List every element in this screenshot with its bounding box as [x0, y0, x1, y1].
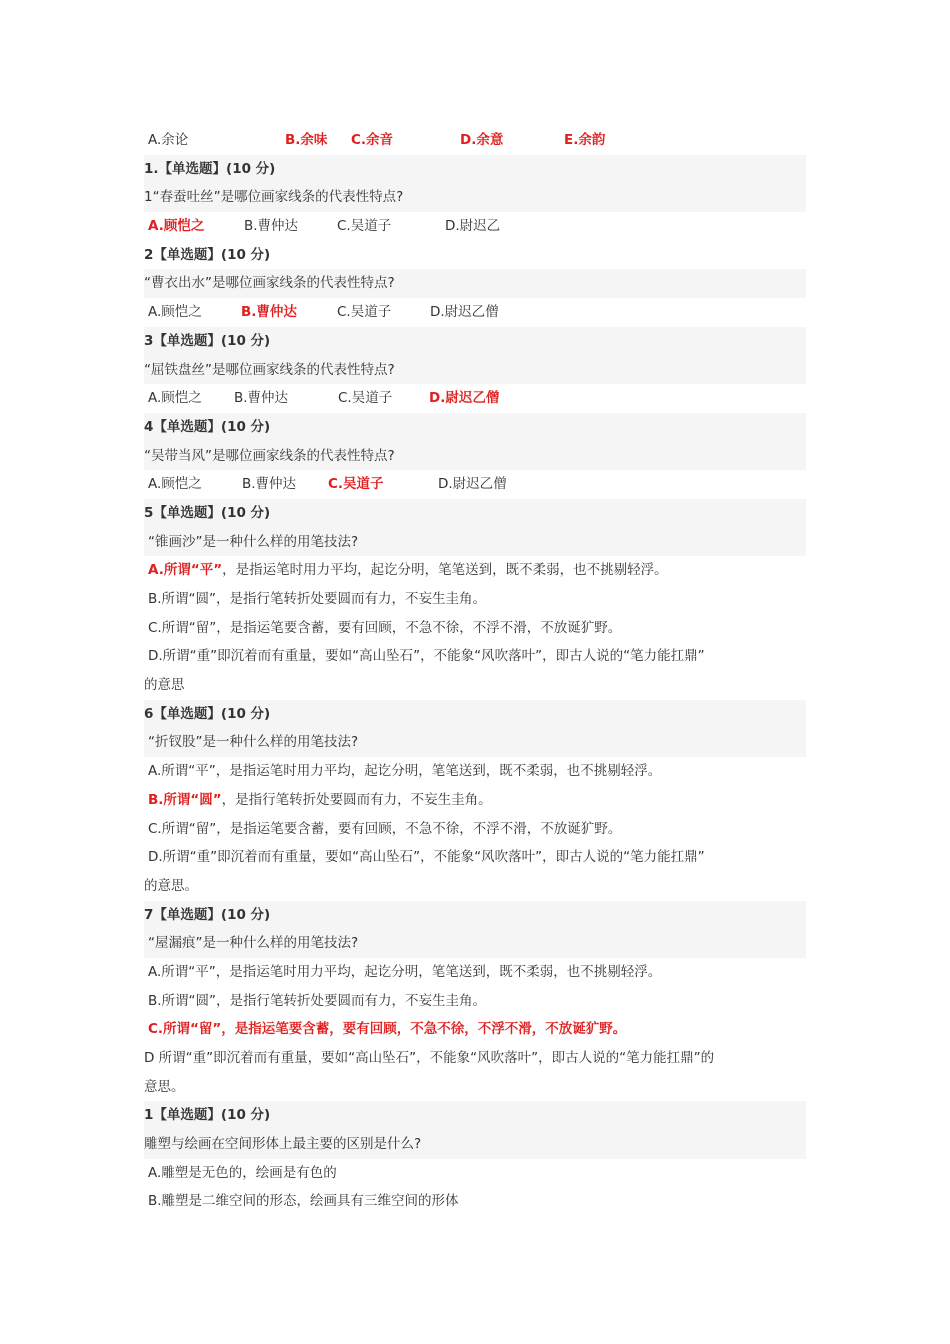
question-heading: 6【单选题】(10 分): [144, 700, 806, 729]
option-row: [144, 126, 806, 155]
question-stem: 1“春蚕吐丝”是哪位画家线条的代表性特点?: [144, 183, 806, 212]
option-c-correct: C.吴道子: [328, 476, 384, 493]
option-b: B.曹仲达: [234, 390, 289, 407]
option-d-continued: 的意思: [144, 677, 185, 694]
option-b-text: ，是指行笔转折处要圆而有力，不妄生圭角。: [221, 791, 492, 808]
question-stem: “屋漏痕”是一种什么样的用笔技法?: [144, 929, 806, 958]
option-c: C.吴道子: [338, 390, 393, 407]
option-a-text: ，是指运笔时用力平均，起讫分明，笔笔送到，既不柔弱，也不挑剔轻浮。: [222, 562, 668, 579]
option-a-correct: [144, 556, 806, 585]
option-a: A.顾恺之: [148, 476, 202, 493]
option-b-correct: B.曹仲达: [241, 304, 297, 321]
option-a: A.所谓“平”，是指运笔时用力平均，起讫分明，笔笔送到，既不柔弱，也不挑剔轻浮。: [148, 763, 662, 780]
option-c-correct: C.余音: [351, 132, 394, 148]
quiz-content: [144, 126, 806, 1216]
option-a-correct: A.顾恺之: [148, 218, 205, 235]
option-e-correct: E.余韵: [564, 132, 606, 148]
option-a: A.顾恺之: [148, 390, 202, 407]
question-stem: “折钗股”是一种什么样的用笔技法?: [144, 728, 806, 757]
question-stem: “曹衣出水”是哪位画家线条的代表性特点?: [144, 269, 806, 298]
question-heading: 4【单选题】(10 分): [144, 413, 806, 442]
question-heading: 3【单选题】(10 分): [144, 327, 806, 356]
option-b: B.雕塑是二维空间的形态，绘画具有三维空间的形体: [148, 1193, 459, 1210]
question-stem: “吴带当风”是哪位画家线条的代表性特点?: [144, 442, 806, 471]
option-d: D.所谓“重”即沉着而有重量，要如“高山坠石”，不能象“风吹落叶”，即古人说的“笔力能扛鼎”: [148, 849, 705, 866]
option-d-continued: 意思。: [144, 1078, 185, 1095]
option-a-correct-label: A.所谓“平”: [148, 562, 223, 579]
question-stem: 雕塑与绘画在空间形体上最主要的区别是什么?: [144, 1130, 806, 1159]
option-d: D.所谓“重”即沉着而有重量，要如“高山坠石”，不能象“风吹落叶”，即古人说的“笔力能扛鼎”: [148, 648, 705, 665]
option-d: D.尉迟乙: [445, 218, 501, 235]
question-stem: “锥画沙”是一种什么样的用笔技法?: [144, 528, 806, 557]
option-b: B.所谓“圆”，是指行笔转折处要圆而有力，不妄生圭角。: [148, 591, 487, 607]
option-a: A.雕塑是无色的，绘画是有色的: [148, 1164, 337, 1181]
question-heading: 7【单选题】(10 分): [144, 901, 806, 930]
option-a: A.余论: [148, 132, 189, 148]
option-d: D 所谓“重”即沉着而有重量，要如“高山坠石”，不能象“风吹落叶”，即古人说的“笔力能扛鼎”的: [144, 1050, 715, 1066]
option-c: C.吴道子: [337, 218, 392, 235]
option-b-correct: [144, 786, 806, 815]
option-d: D.尉迟乙僧: [430, 304, 499, 321]
option-d: D.尉迟乙僧: [438, 476, 507, 493]
option-a: A.所谓“平”，是指运笔时用力平均，起讫分明，笔笔送到，既不柔弱，也不挑剔轻浮。: [148, 963, 662, 980]
option-d-correct: D.尉迟乙僧: [429, 390, 500, 407]
question-heading: 5【单选题】(10 分): [144, 499, 806, 528]
option-b: B.曹仲达: [244, 218, 299, 235]
option-b-correct: B.余味: [285, 132, 328, 148]
option-row: [144, 212, 806, 241]
option-c-correct: C.所谓“留”，是指运笔要含蓄，要有回顾，不急不徐，不浮不滑，不放诞犷野。: [148, 1021, 627, 1038]
question-heading: 2【单选题】(10 分): [144, 246, 271, 263]
question-heading: 1【单选题】(10 分): [144, 1101, 806, 1130]
option-c: C.所谓“留”，是指运笔要含蓄，要有回顾，不急不徐，不浮不滑，不放诞犷野。: [148, 820, 622, 837]
question-heading: 1.【单选题】(10 分): [144, 155, 806, 184]
option-row: [144, 384, 806, 413]
option-row: [144, 298, 806, 327]
option-d-continued: 的意思。: [144, 877, 198, 894]
option-d-correct: D.余意: [460, 132, 504, 148]
option-b: B.所谓“圆”，是指行笔转折处要圆而有力，不妄生圭角。: [148, 992, 487, 1009]
option-b-correct-label: B.所谓“圆”: [148, 791, 222, 808]
option-c: C.吴道子: [337, 304, 392, 321]
question-stem: “屈铁盘丝”是哪位画家线条的代表性特点?: [144, 356, 806, 385]
option-a: A.顾恺之: [148, 304, 202, 321]
option-row: [144, 470, 806, 499]
option-b: B.曹仲达: [242, 476, 297, 493]
option-c: C.所谓“留”，是指运笔要含蓄，要有回顾，不急不徐，不浮不滑，不放诞犷野。: [148, 619, 622, 636]
